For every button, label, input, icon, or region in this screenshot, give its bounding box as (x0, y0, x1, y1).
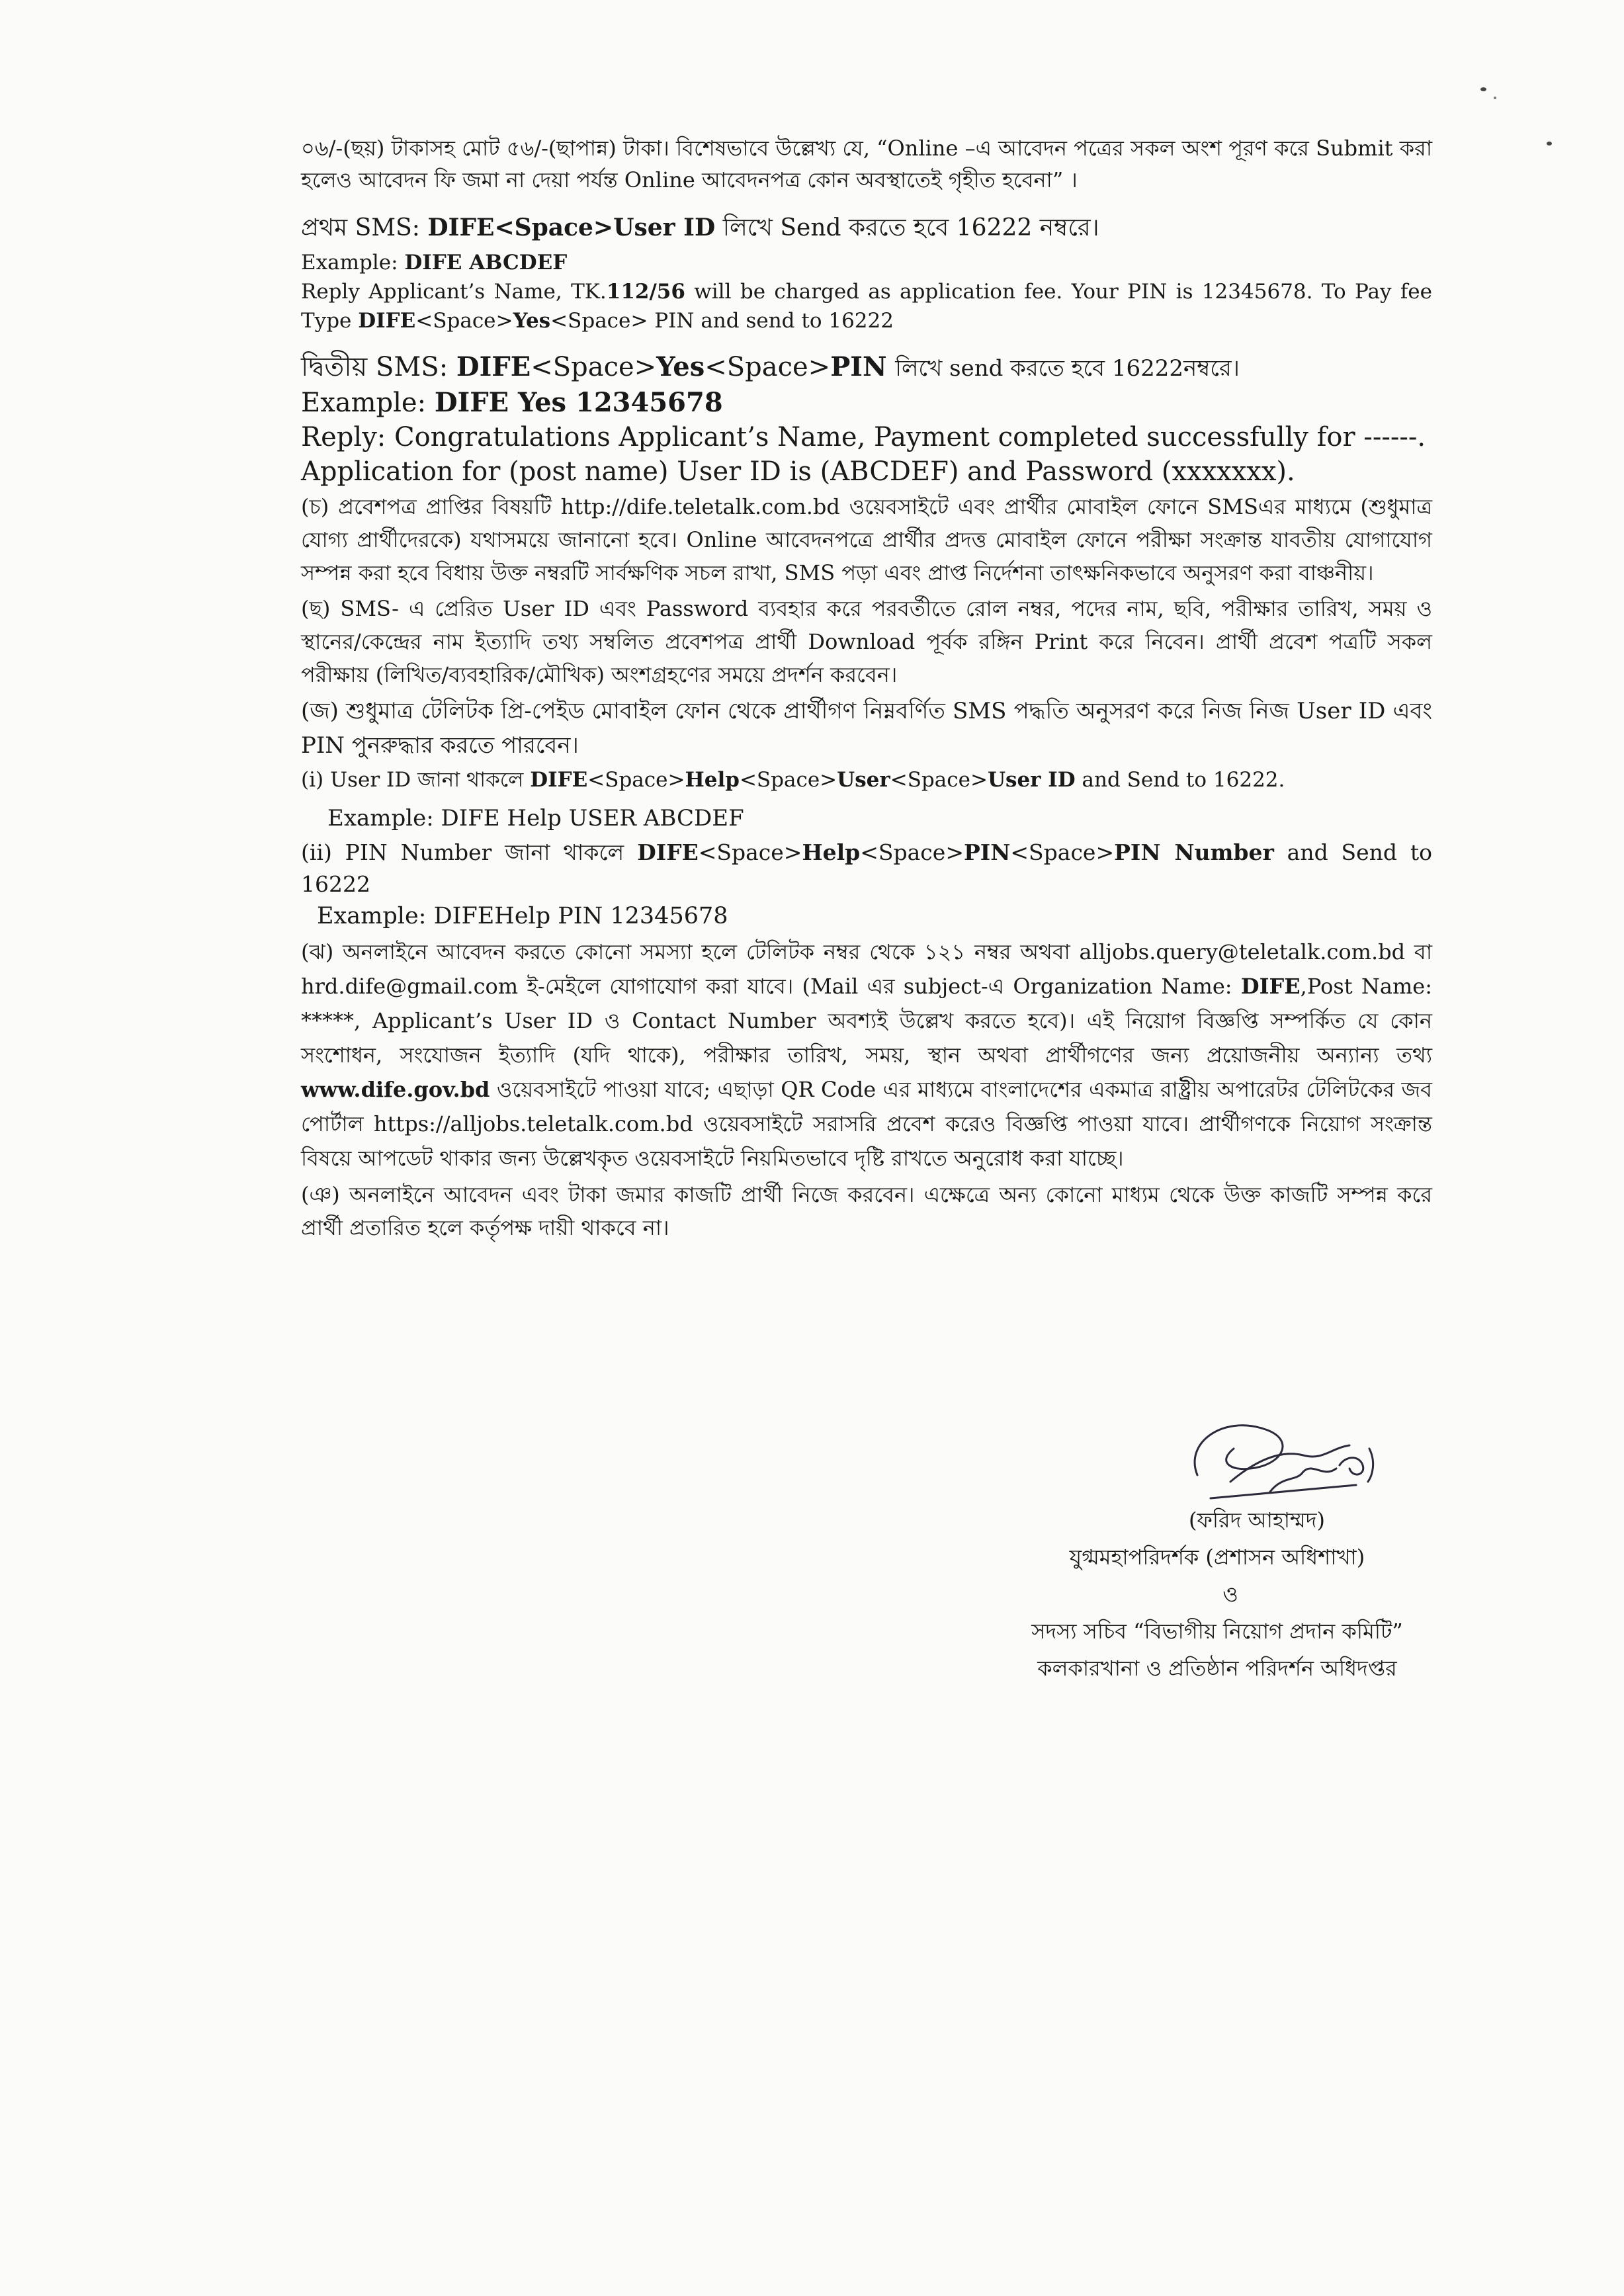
rec2-text-2: and Send to 16222 (301, 839, 1432, 897)
signature-scribble (1171, 1402, 1396, 1515)
signatory-and: ও (1222, 1582, 1238, 1607)
sms2-reply: Reply: Congratulations Applicant’s Name, Payment completed successfully for ------. (301, 422, 1426, 452)
rec1-code-user: User (837, 768, 890, 792)
sms2-example (301, 386, 1432, 420)
rec2-space-2: <Space> (860, 839, 964, 865)
para-jha (301, 935, 1432, 1175)
para-jha-text-2: ,Post Name: *****, Applicant’s User ID ও Contact Number অবশ্যই উল্লেখ করতে হবে)। এই নিয়োগ বিজ্ঞপ্তি সম্পর্কিত যে কোন সংশোধন, সংযোজন ইত্যাদি (যদি থাকে), পরীক্ষার তারিখ, সময়, স্থান অথবা প্রার্থীগণের জন্য প্রয়োজনীয় অন্যান্য তথ্য (301, 974, 1432, 1068)
rec1-text-2: and Send to 16222. (1082, 768, 1285, 792)
sms2-example-code: DIFE Yes 12345678 (434, 387, 723, 418)
sms2-space: <Space> (531, 352, 657, 382)
sms2-example-label: Example: (301, 388, 427, 418)
document-body (301, 132, 1432, 1244)
rec1-space-2: <Space> (739, 768, 837, 792)
para-ja: (জ) শুধুমাত্র টেলিটক প্রি-পেইড মোবাইল ফোন থেকে প্রার্থীগণ নিম্নবর্ণিত SMS পদ্ধতি অনুসরণ করে নিজ নিজ User ID এবং PIN পুনরুদ্ধার করতে পারবেন। (301, 698, 1432, 759)
rec1-space-3: <Space> (890, 768, 988, 792)
scan-speck (1547, 142, 1552, 146)
sms1-example-label: Example: (301, 251, 398, 275)
sms1-reply-text-2: will be charged as application fee. Your PIN is 12345678. To Pay fee Type (301, 280, 1432, 333)
sms1-code: DIFE<Space>User ID (427, 214, 716, 241)
rec2-code-help: Help (802, 839, 861, 865)
rec2-code-dife: DIFE (637, 839, 699, 865)
sms2-application: Application for (post name) User ID is (ABCDEF) and Password (xxxxxxx). (301, 456, 1295, 487)
sms1-instruction (301, 210, 1432, 245)
sms2-code-yes: Yes (656, 351, 705, 382)
sms2-space-2: <Space> (705, 352, 831, 382)
sms1-reply-text: Reply Applicant’s Name, TK. (301, 280, 607, 304)
rec1-code-user-id: User ID (987, 768, 1076, 792)
recovery-pin (301, 837, 1432, 900)
sms1-reply-code-yes: Yes (513, 309, 551, 333)
sms2-rest: লিখে send করতে হবে 16222নম্বরে। (895, 355, 1240, 382)
para-jha-website: www.dife.gov.bd (301, 1077, 490, 1102)
rec1-code-help: Help (685, 768, 740, 792)
para-jha-org: DIFE (1240, 974, 1301, 999)
sms2-code-pin: PIN (830, 351, 887, 382)
rec1-text: (i) User ID জানা থাকলে (301, 768, 524, 792)
rec2-code-pin-number: PIN Number (1114, 839, 1274, 865)
para-cha: (চ) প্রবেশপত্র প্রাপ্তির বিষয়টি http://dife.teletalk.com.bd ওয়েবসাইটে এবং প্রার্থীর মোবাইল ফোনে SMSএর মাধ্যমে (শুধুমাত্র যোগ্য প্রার্থীদেরকে) যথাসময়ে জানানো হবে। Online আবেদনপত্রে প্রার্থীর প্রদত্ত মোবাইল ফোনে পরীক্ষা সংক্রান্ত যাবতীয় যোগাযোগ সম্পন্ন করা হবে বিধায় উক্ত নম্বরটি সার্বক্ষণিক সচল রাখা, SMS পড়া এবং প্রাপ্ত নির্দেশনা তাৎক্ষনিকভাবে অনুসরণ করা বাঞ্চনীয়। (301, 494, 1432, 585)
scan-speck (1494, 97, 1496, 99)
sms1-example (301, 248, 1432, 277)
sms1-reply (301, 277, 1432, 335)
rec1-space: <Space> (587, 768, 685, 792)
scan-speck (1480, 87, 1486, 91)
signatory-name: (ফরিদ আহাম্মদ) (1188, 1508, 1326, 1533)
para-fee: ০৬/-(ছয়) টাকাসহ মোট ৫৬/-(ছাপান্ন) টাকা। বিশেষভাবে উল্লেখ্য যে, “Online –এ আবেদন পত্রের সকল অংশ পূরণ করে Submit করা হলেও আবেদন ফি জমা না দেয়া পর্যন্ত Online আবেদনপত্র কোন অবস্থাতেই গৃহীত হবেনা” । (301, 136, 1432, 192)
sms1-reply-code-dife: DIFE (358, 309, 416, 333)
para-nya: (ঞ) অনলাইনে আবেদন এবং টাকা জমার কাজটি প্রার্থী নিজে করবেন। এক্ষেত্রে অন্য কোনো মাধ্যম থেকে উক্ত কাজটি সম্পন্ন করে প্রার্থী প্রতারিত হলে কর্তৃপক্ষ দায়ী থাকবে না। (301, 1182, 1432, 1240)
sms2-code-dife: DIFE (456, 351, 531, 382)
rec2-space-3: <Space> (1010, 839, 1115, 865)
sms1-reply-amount: 112/56 (606, 280, 685, 304)
sms1-rest: লিখে Send করতে হবে 16222 নম্বরে। (722, 214, 1099, 241)
sms1-reply-space-2: <Space> (550, 309, 648, 333)
sms2-label: দ্বিতীয় SMS: (301, 352, 449, 382)
para-chha: (ছ) SMS- এ প্রেরিত User ID এবং Password ব্যবহার করে পরবর্তীতে রোল নম্বর, পদের নাম, ছবি, পরীক্ষার তারিখ, সময় ও স্থানের/কেন্দ্রের নাম ইত্যাদি তথ্য সম্বলিত প্রবেশপত্র প্রার্থী Download পূর্বক রঙ্গিন Print করে নিবেন। প্রার্থী প্রবেশ পত্রটি সকল পরীক্ষায় (লিখিত/ব্যবহারিক/মৌখিক) অংশগ্রহণের সময়ে প্রদর্শন করবেন। (301, 596, 1432, 687)
signatory-title: যুগ্মমহাপরিদর্শক (প্রশাসন অধিশাখা) (1069, 1545, 1365, 1570)
rec2-text: (ii) PIN Number জানা থাকলে (301, 839, 624, 865)
signatory-member: সদস্য সচিব “বিভাগীয় নিয়োগ প্রদান কমিটি” (1031, 1619, 1403, 1644)
sms1-example-code: DIFE ABCDEF (404, 251, 568, 275)
signature-block (979, 1502, 1455, 1687)
recovery-user-id (301, 765, 1432, 794)
recovery-pin-example: Example: DIFEHelp PIN 12345678 (317, 903, 728, 929)
sms1-reply-space: <Space> (415, 309, 513, 333)
sms1-reply-text-3: PIN and send to 16222 (654, 309, 894, 333)
rec2-space: <Space> (698, 839, 802, 865)
sms2-instruction (301, 350, 1432, 386)
sms1-label: প্রথম SMS: (301, 214, 420, 241)
para-jha-text-3: ওয়েবসাইটে পাওয়া যাবে; এছাড়া QR Code এর মাধ্যমে বাংলাদেশের একমাত্র রাষ্ট্রীয় অপারেটর টেলিটকের জব পোর্টাল https://alljobs.teletalk.com.bd ওয়েবসাইটে সরাসরি প্রবেশ করেও বিজ্ঞপ্তি পাওয়া যাবে। প্রার্থীগণকে নিয়োগ সংক্রান্ত বিষয়ে আপডেট থাকার জন্য উল্লেখকৃত ওয়েবসাইটে নিয়মিতভাবে দৃষ্টি রাখতে অনুরোধ করা যাচ্ছে। (301, 1077, 1432, 1171)
para-jha-text: (ঝ) অনলাইনে আবেদন করতে কোনো সমস্যা হলে টেলিটক নম্বর থেকে ১২১ নম্বর অথবা alljobs.query@teletalk.com.bd বা hrd.dife@gmail.com ই-মেইলে যোগাযোগ করা যাবে। (Mail এর subject-এ Organization Name: (301, 939, 1432, 999)
rec1-code-dife: DIFE (530, 768, 588, 792)
signatory-office: কলকারখানা ও প্রতিষ্ঠান পরিদর্শন অধিদপ্তর (1037, 1656, 1397, 1681)
rec2-code-pin: PIN (963, 839, 1011, 865)
recovery-user-id-example: Example: DIFE Help USER ABCDEF (327, 805, 744, 831)
